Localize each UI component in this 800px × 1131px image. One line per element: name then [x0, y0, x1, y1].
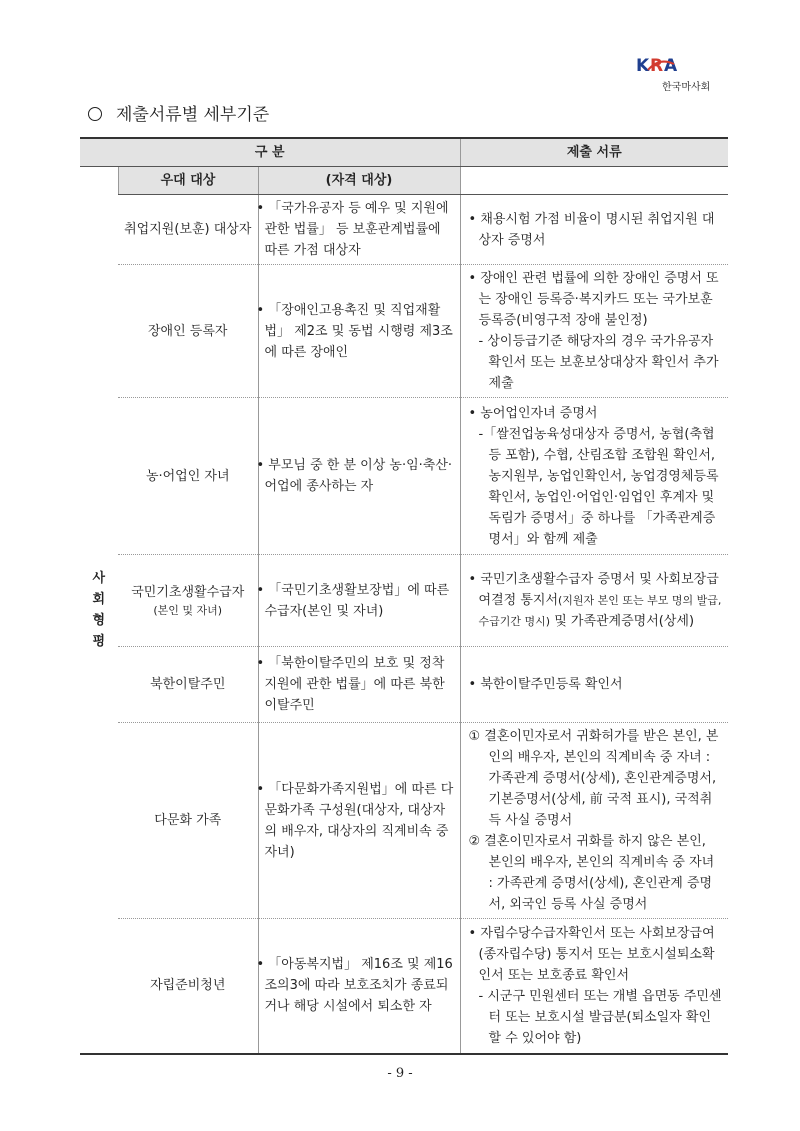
row-category: 다문화 가족: [118, 723, 258, 919]
svg-text:R: R: [650, 56, 664, 76]
svg-text:K: K: [636, 56, 650, 76]
header-category: 구 분: [80, 138, 460, 167]
row-documents: • 채용시험 가점 비율이 명시된 취업지원 대상자 증명서: [460, 195, 728, 265]
row-documents: • 국민기초생활수급자 증명서 및 사회보장급여결정 통지서(지원자 본인 또는 부모 명의 발급, 수급기간 명시) 및 가족관계증명서(상세): [460, 555, 728, 647]
row-category: 북한이탈주민: [118, 647, 258, 723]
row-qualification: • 「다문화가족지원법」에 따른 다문화가족 구성원(대상자, 대상자의 배우자, 대상자의 직계비속 중 자녀): [258, 723, 460, 919]
table-row: [80, 919, 728, 1054]
row-qualification: • 「국가유공자 등 예우 및 지원에 관한 법률」 등 보훈관계법률에 따른 가점 대상자: [258, 195, 460, 265]
row-category: 자립준비청년: [118, 919, 258, 1054]
header-blank: [460, 167, 728, 195]
row-documents: • 장애인 관련 법률에 의한 장애인 증명서 또는 장애인 등록증·복지카드 또는 국가보훈등록증(비영구적 장애 불인정) - 상이등급기준 해당자의 경우 국가유공자 확인서 또는 보훈보상대상자 확인서 추가 제출: [460, 265, 728, 398]
kra-logo-icon: [634, 54, 730, 76]
table-header-row: [80, 138, 728, 167]
table-row: [80, 398, 728, 555]
svg-text:A: A: [664, 56, 678, 76]
row-qualification: • 「북한이탈주민의 보호 및 정착지원에 관한 법률」에 따른 북한이탈주민: [258, 647, 460, 723]
row-qualification: • 「아동복지법」 제16조 및 제16조의3에 따라 보호조치가 종료되거나 해당 시설에서 퇴소한 자: [258, 919, 460, 1054]
page-number: - 9 -: [387, 1066, 413, 1081]
row-category-sub: (본인 및 자녀): [153, 604, 223, 617]
row-documents: • 북한이탈주민등록 확인서: [460, 647, 728, 723]
row-category: 장애인 등록자: [118, 265, 258, 398]
header-qualification: (자격 대상): [258, 167, 460, 195]
row-qualification: • 「국민기초생활보장법」에 따른 수급자(본인 및 자녀): [258, 555, 460, 647]
row-qualification: • 「장애인고용촉진 및 직업재활법」 제2조 및 동법 시행령 제3조에 따른 장애인: [258, 265, 460, 398]
row-documents: ① 결혼이민자로서 귀화허가를 받은 본인, 본인의 배우자, 본인의 직계비속 중 자녀 : 가족관계 증명서(상세), 혼인관계증명서, 기본증명서(상세, 前 국적 표시), 국적취득 사실 증명서 ② 결혼이민자로서 귀화를 하지 않은 본인, 본인의 배우자, 본인의 직계비속 중 자녀 : 가족관계 증명서(상세), 혼인관계 증명서, 외국인 등록 사실 증명서: [460, 723, 728, 919]
header-type: 우대 대상: [118, 167, 258, 195]
row-documents: • 자립수당수급자확인서 또는 사회보장급여(종자립수당) 통지서 또는 보호시설퇴소확인서 또는 보호종료 확인서 - 시군구 민원센터 또는 개별 읍면동 주민센터 또는 보호시설 발급분(퇴소일자 확인할 수 있어야 함): [460, 919, 728, 1054]
table-row: [80, 555, 728, 647]
kra-logo: [634, 54, 730, 94]
table-row: [80, 195, 728, 265]
side-label: 사 회 형 평: [80, 167, 118, 1054]
row-qualification: • 부모님 중 한 분 이상 농·임·축산·어업에 종사하는 자: [258, 398, 460, 555]
section-title: 제출서류별 세부기준: [116, 105, 270, 125]
table-row: [80, 647, 728, 723]
section-heading: [88, 100, 269, 125]
row-category: 국민기초생활수급자 (본인 및 자녀): [118, 555, 258, 647]
row-category: 취업지원(보훈) 대상자: [118, 195, 258, 265]
row-category: 농·어업인 자녀: [118, 398, 258, 555]
header-documents: 제출 서류: [460, 138, 728, 167]
table-subheader-row: [80, 167, 728, 195]
row-documents: • 농어업인자녀 증명서 -「쌀전업농육성대상자 증명서, 농협(축협 등 포함), 수협, 산림조합 조합원 확인서, 농지원부, 농업인확인서, 농업경영체등록확인서, 농업인·어업인·임업인 후계자 및 독림가 증명서」중 하나를 「가족관계증명서」와 함께 제출: [460, 398, 728, 555]
documents-table: [80, 137, 728, 1055]
circle-bullet-icon: [88, 107, 102, 121]
logo-subtitle: 한국마사회: [662, 82, 711, 93]
table-row: [80, 265, 728, 398]
table-row: [80, 723, 728, 919]
